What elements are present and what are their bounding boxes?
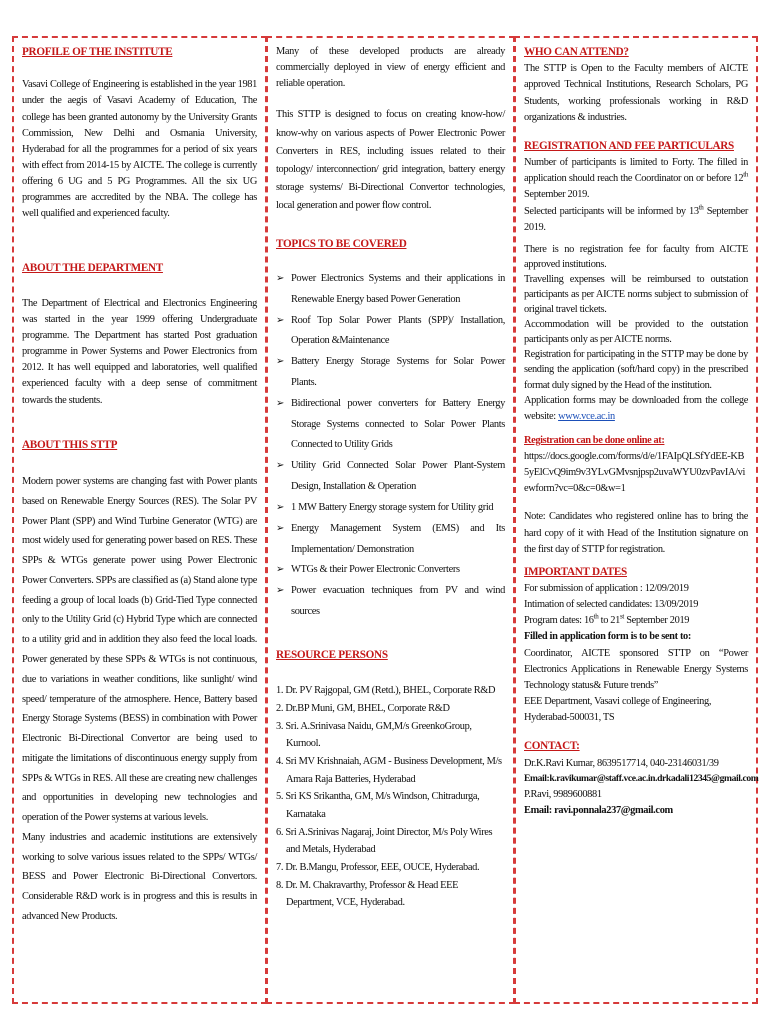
date-program: Program dates: 16th to 21st September 2019	[524, 612, 690, 627]
arrow-bullet-icon: ➢	[276, 397, 285, 409]
address-line-2: Hyderabad-500031, TS	[524, 712, 615, 724]
resource-person: 5. Sri KS Srikantha, GM, M/s Windson, Chitradurga, Karnataka	[276, 791, 480, 820]
contact-2-email[interactable]: Email: ravi.ponnala237@gmail.com	[524, 804, 673, 816]
important-dates-heading: IMPORTANT DATES	[524, 565, 627, 578]
arrow-bullet-icon: ➢	[276, 272, 285, 284]
topic-item: ➢ Roof Top Solar Power Plants (SPP)/ Installation, Operation &Maintenance	[276, 311, 505, 353]
selection-date: Selected participants will be informed by 13th September 2019.	[524, 203, 748, 233]
department-heading: ABOUT THE DEPARTMENT	[22, 262, 163, 275]
topic-item: ➢ Power evacuation techniques from PV and wind sources	[276, 581, 505, 623]
arrow-bullet-icon: ➢	[276, 356, 285, 368]
resource-persons-list	[276, 682, 505, 912]
online-registration-url[interactable]: https://docs.google.com/forms/d/e/1FAIpQLSfYdEE-KB5yElCvQ9im9v3YLvGMvsnjpsp2uvaWYU0zvPavIA/viewform?vc=0&c=0&w=1	[524, 451, 746, 495]
topic-item: ➢ WTGs & their Power Electronic Converters	[276, 560, 505, 581]
column-left	[12, 36, 267, 1004]
registration-deadline: Number of participants is limited to Forty. The filled in application should reach the Coordinator on or before 12th September 2019.	[524, 157, 748, 201]
application-text: Registration for participating in the STTP may be done by sending the application (soft/hard copy) in the prescribed format duly signed by the Head of the institution.	[524, 349, 748, 391]
date-application: For submission of application : 12/09/2019	[524, 583, 689, 595]
note-text: Note: Candidates who registered online has to bring the hard copy of it with Head of the Institution signature on the first day of STTP for registration.	[524, 511, 748, 555]
arrow-bullet-icon: ➢	[276, 460, 285, 472]
send-to-heading: Filled in application form is to be sent to:	[524, 631, 692, 643]
contact-1: Dr.K.Ravi Kumar, 8639517714, 040-23146031/39	[524, 757, 719, 769]
resource-person: 1. Dr. PV Rajgopal, GM (Retd.), BHEL, Corporate R&D	[276, 685, 496, 697]
arrow-bullet-icon: ➢	[276, 585, 285, 597]
accommodation-text: Accommodation will be provided to the outstation participants only as per AICTE norms.	[524, 319, 748, 346]
arrow-bullet-icon: ➢	[276, 501, 285, 513]
intro-text-1: Many of these developed products are already commercially deployed in view of energy efficient and reliable operation.	[276, 46, 505, 90]
topics-heading: TOPICS TO BE COVERED	[276, 237, 407, 250]
fee-text: There is no registration fee for faculty from AICTE approved institutions.	[524, 243, 748, 270]
sttp-text-2: Many industries and academic institutions are extensively working to solve various issues related to the SPPs/ WTGs/ BESS and Power Electronic Bi-Directional Convertors. Considerable R&D work is in progress and this is results in advanced New Products.	[22, 831, 257, 922]
topic-item: ➢ 1 MW Battery Energy storage system for Utility grid	[276, 498, 505, 519]
column-middle	[266, 36, 515, 1004]
resource-person: 6. Sri A.Srinivas Nagaraj, Joint Director, M/s Poly Wires and Metals, Hyderabad	[276, 826, 493, 856]
column-right	[514, 36, 758, 1004]
online-registration-heading: Registration can be done online at:	[524, 434, 665, 446]
send-to-text: Coordinator, AICTE sponsored STTP on “Power Electronics Applications in Renewable Energy Systems Technology status& Future trends”	[524, 647, 748, 691]
contact-1-email[interactable]: Email:k.ravikumar@staff.vce.ac.in.drkadali12345@gmail.com	[524, 772, 759, 784]
arrow-bullet-icon: ➢	[276, 522, 285, 534]
date-intimation: Intimation of selected candidates: 13/09/2019	[524, 599, 699, 611]
registration-heading: REGISTRATION AND FEE PARTICULARS	[524, 139, 734, 152]
contact-heading: CONTACT:	[524, 740, 580, 753]
address-line-1: EEE Department, Vasavi college of Engineering,	[524, 695, 712, 707]
sttp-heading: ABOUT THIS STTP	[22, 438, 118, 451]
department-text: The Department of Electrical and Electronics Engineering was started in the year 1999 offering Undergraduate programme. The Department has started Post graduation programme in Power Systems and Power Electronics from 2012. It has well equipped and laboratories, well qualified experienced faculty with a deep sense of commitment towards the students.	[22, 297, 257, 406]
who-heading: WHO CAN ATTEND?	[524, 46, 629, 58]
sttp-text-1: Modern power systems are changing fast with Power plants based on Renewable Energy Sources (RES). The Solar PV Power Plant (SPP) and Wind Turbine Generator (WTG) are most widely used for generating power based on RES. These SPPs & WTGs generate power using Power Electronic Power Converters. SPPs are classified as (a) Stand alone type feeding a group of local loads (b) Grid-Tied Type connected only to the Utility Grid (c) Hybrid Type which are connected to a utility grid and in addition they also feed the local loads. Power generated by these SPPs & WTGs is not continuous, due to variations in weather conditions, like sunlight/ wind speed/ temperature of the atmosphere. Hence, Battery based Energy Storage Systems (BESS) in combination with Power Electronic Bi-Directional Convertor are being used to mitigate the limitations of discontinuous energy supply from SPPs & WTGs in RES. All these are creating new challenges and opportunities in developing new technologies and operation of the Power systems at various levels.	[22, 476, 257, 824]
download-text: Application forms may be downloaded from the college website: www.vce.ac.in	[524, 394, 748, 422]
arrow-bullet-icon: ➢	[276, 314, 285, 326]
who-text: The STTP is Open to the Faculty members of AICTE approved Technical Institutions, Research Scholars, PG Students, working professionals working in R&D organizations & industries.	[524, 63, 748, 123]
topic-item: ➢ Utility Grid Connected Solar Power Plant-System Design, Installation & Operation	[276, 456, 505, 498]
travel-text: Travelling expenses will be reimbursed to outstation participants as per AICTE norms subject to submission of original travel tickets.	[524, 274, 748, 316]
resource-person: 8. Dr. M. Chakravarthy, Professor & Head EEE Department, VCE, Hyderabad.	[276, 879, 459, 909]
topic-item: ➢ Battery Energy Storage Systems for Solar Power Plants.	[276, 352, 505, 394]
resource-person: 3. Sri. A.Srinivasa Naidu, GM,M/s GreenkoGroup, Kurnool.	[276, 720, 472, 750]
topics-list	[276, 269, 505, 623]
topic-item: ➢ Bidirectional power converters for Battery Energy Storage Systems connected to Solar Power Plants Connected to Utility Grids	[276, 394, 505, 456]
resource-heading: RESOURCE PERSONS	[276, 648, 388, 661]
profile-text: Vasavi College of Engineering is established in the year 1981 under the aegis of Vasavi Academy of Education, The college has been granted autonomy by the University Grants Commission, New Delhi and Osmania University, Hyderabad for all the programmes for a period of six years with effect from 2014-15 by AICTE. The college is currently offering 6 UG and 5 PG Programmes. All the six UG programmes are accredited by the NBA. The college has well qualified and experienced faculty.	[22, 79, 257, 220]
topic-item: ➢ Power Electronics Systems and their applications in Renewable Energy based Power Generation	[276, 269, 505, 311]
contact-2: P.Ravi, 9989600881	[524, 788, 602, 800]
college-website-link[interactable]: www.vce.ac.in	[558, 410, 615, 422]
topic-item: ➢ Energy Management System (EMS) and Its Implementation/ Demonstration	[276, 519, 505, 561]
arrow-bullet-icon: ➢	[276, 564, 285, 576]
profile-heading: PROFILE OF THE INSTITUTE	[22, 46, 173, 58]
resource-person: 4. Sri MV Krishnaiah, AGM - Business Development, M/s Amara Raja Batteries, Hyderabad	[276, 755, 502, 785]
intro-text-2: This STTP is designed to focus on creating know-how/ know-why on various aspects of Power Electronic Power Converters in RES, including issues related to their topology/ interconnection/ grid integration, battery energy storage systems/ Bi-Directional Convertor technologies, local generation and power flow control.	[276, 109, 505, 212]
resource-person: 2. Dr.BP Muni, GM, BHEL, Corporate R&D	[276, 702, 450, 714]
resource-person: 7. Dr. B.Mangu, Professor, EEE, OUCE, Hyderabad.	[276, 862, 480, 873]
